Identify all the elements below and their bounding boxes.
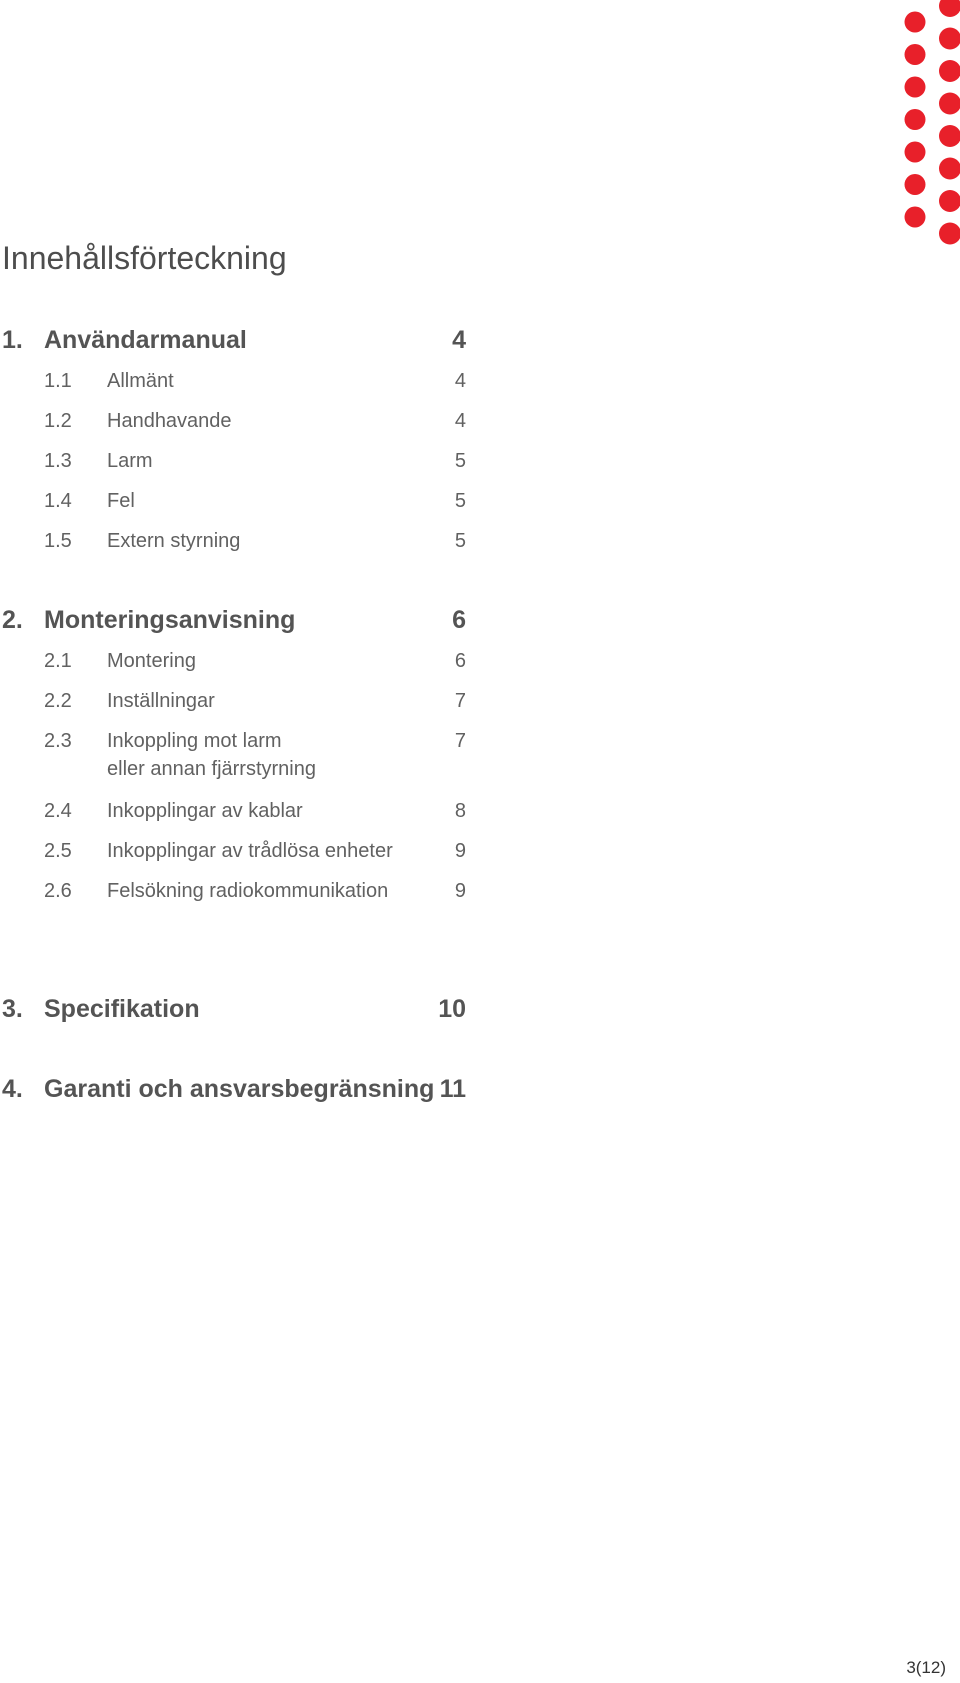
toc-item-page: 5 [454, 530, 466, 552]
red-dot [939, 93, 960, 115]
toc-item-label: Inkoppling mot larm [107, 730, 282, 752]
toc-section-label: Användarmanual [44, 326, 247, 354]
toc-section-3 [0, 995, 470, 1029]
toc-item-label: Handhavande [107, 410, 232, 432]
toc-item-label: Larm [107, 450, 153, 472]
red-dot [939, 60, 960, 82]
toc-section-4 [0, 1075, 470, 1109]
page-number: 3(12) [906, 1658, 946, 1677]
toc-section-number: 2. [2, 606, 23, 634]
toc-item-page: 4 [454, 410, 466, 432]
toc-section-page: 6 [452, 606, 466, 634]
red-dot [939, 0, 960, 17]
toc-item-page: 5 [454, 450, 466, 472]
toc-item-1-3 [0, 450, 470, 478]
toc-item-page: 7 [454, 730, 466, 752]
red-dot [905, 12, 926, 33]
toc-item-number: 1.4 [44, 490, 72, 512]
toc-item-2-6 [0, 880, 470, 908]
toc-item-page: 7 [454, 690, 466, 712]
toc-item-number: 2.4 [44, 800, 72, 822]
toc-section-number: 4. [2, 1075, 23, 1103]
toc-item-label-continued: eller annan fjärrstyrning [107, 758, 316, 780]
toc-item-label: Inkopplingar av trådlösa enheter [107, 840, 393, 862]
toc-item-page: 8 [454, 800, 466, 822]
toc-item-number: 2.2 [44, 690, 72, 712]
toc-section-2 [0, 606, 470, 640]
toc-section-1 [0, 326, 470, 360]
toc-item-1-5 [0, 530, 470, 558]
page-title: Innehållsförteckning [2, 240, 287, 276]
toc-item-number: 1.5 [44, 530, 72, 552]
toc-item-2-2 [0, 690, 470, 718]
toc-item-number: 2.1 [44, 650, 72, 672]
red-dot [905, 174, 926, 195]
toc-item-number: 2.5 [44, 840, 72, 862]
toc-item-page: 9 [454, 840, 466, 862]
toc-item-2-1 [0, 650, 470, 678]
red-dot [939, 158, 960, 180]
toc-item-number: 2.6 [44, 880, 72, 902]
toc-item-1-4 [0, 490, 470, 518]
toc-section-label: Garanti och ansvarsbegränsning [44, 1075, 435, 1103]
red-dot [905, 109, 926, 130]
toc-item-2-3 [0, 730, 470, 786]
toc-item-number: 1.2 [44, 410, 72, 432]
toc-item-number: 1.1 [44, 370, 72, 392]
toc-item-2-5 [0, 840, 470, 868]
red-dot [905, 44, 926, 65]
red-dot [939, 28, 960, 50]
toc-item-1-1 [0, 370, 470, 398]
toc-item-page: 4 [454, 370, 466, 392]
red-dot [905, 77, 926, 98]
red-dot [905, 207, 926, 228]
toc-section-page: 10 [438, 995, 466, 1023]
toc-item-label: Inställningar [107, 690, 215, 712]
toc-item-label: Allmänt [107, 370, 174, 392]
red-dot-pattern [0, 0, 960, 260]
toc-item-label: Montering [107, 650, 196, 672]
toc-item-label: Extern styrning [107, 530, 241, 552]
toc-section-number: 3. [2, 995, 23, 1023]
toc-item-page: 9 [454, 880, 466, 902]
toc-section-number: 1. [2, 326, 23, 354]
toc-item-2-4 [0, 800, 470, 828]
red-dot [939, 125, 960, 147]
toc-item-label: Felsökning radiokommunikation [107, 880, 389, 902]
toc-section-label: Monteringsanvisning [44, 606, 296, 634]
toc-item-page: 5 [454, 490, 466, 512]
red-dot [939, 223, 960, 245]
toc-section-page: 11 [439, 1075, 466, 1103]
toc-section-label: Specifikation [44, 995, 200, 1023]
toc-item-label: Inkopplingar av kablar [107, 800, 303, 822]
red-dot [939, 190, 960, 212]
toc-item-number: 2.3 [44, 730, 72, 752]
toc-item-number: 1.3 [44, 450, 72, 472]
toc-item-page: 6 [454, 650, 466, 672]
toc-item-label: Fel [107, 490, 135, 512]
toc-section-page: 4 [452, 326, 466, 354]
red-dot [905, 142, 926, 163]
toc-item-1-2 [0, 410, 470, 438]
